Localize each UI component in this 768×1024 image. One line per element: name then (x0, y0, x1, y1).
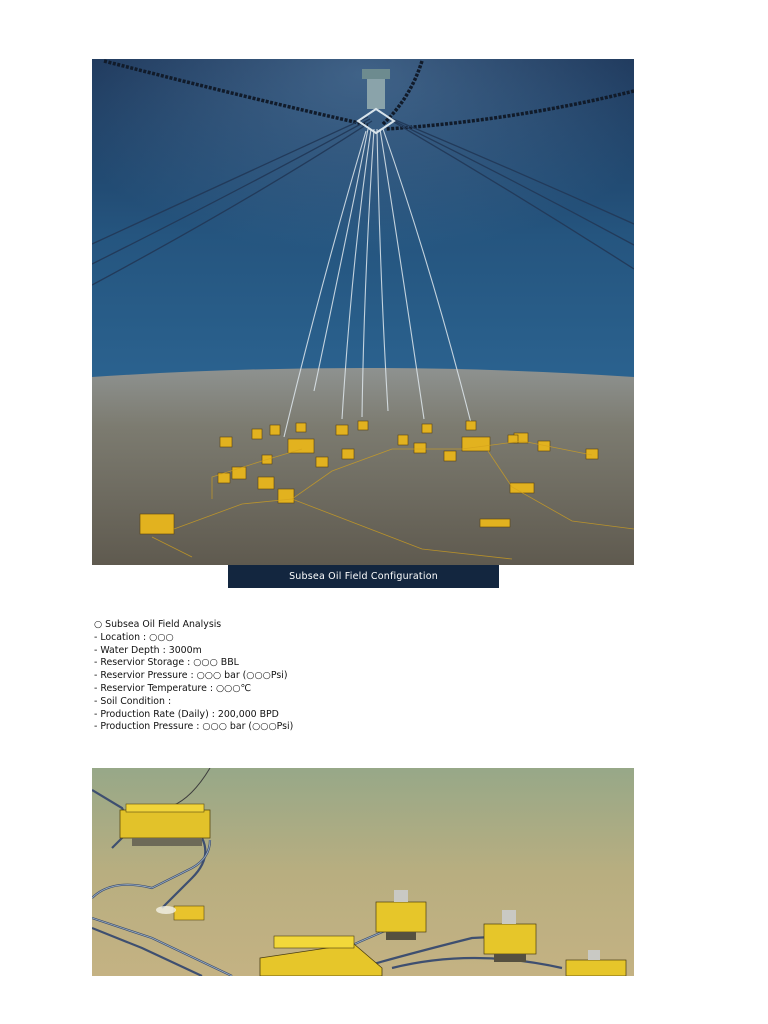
figure-caption: Subsea Oil Field Configuration (228, 565, 499, 588)
analysis-reservoir-temperature: - Reservior Temperature : ○○○℃ (94, 682, 252, 694)
subsea-manifold-scene (92, 768, 634, 976)
analysis-soil-condition: - Soil Condition : (94, 695, 172, 707)
analysis-reservoir-pressure: - Reservior Pressure : ○○○ bar (○○○Psi) (94, 670, 288, 682)
subsea-field-scene (92, 59, 634, 565)
light-glow (92, 59, 634, 359)
oil-field-analysis (94, 619, 494, 734)
shallow-water-background (92, 768, 634, 976)
subsea-manifold-illustration (92, 768, 634, 976)
analysis-water-depth: - Water Depth : 3000m (94, 644, 202, 656)
analysis-location: - Location : ○○○ (94, 631, 174, 643)
analysis-production-rate: - Production Rate (Daily) : 200,000 BPD (94, 708, 279, 720)
manifold-upper-left (120, 804, 210, 846)
analysis-production-pressure: - Production Pressure : ○○○ bar (○○○Psi) (94, 721, 294, 733)
analysis-heading: ○ Subsea Oil Field Analysis (94, 619, 222, 630)
seabed (92, 368, 634, 565)
analysis-reservoir-storage: - Reservior Storage : ○○○ BBL (94, 657, 239, 669)
subsea-field-illustration (92, 59, 634, 565)
